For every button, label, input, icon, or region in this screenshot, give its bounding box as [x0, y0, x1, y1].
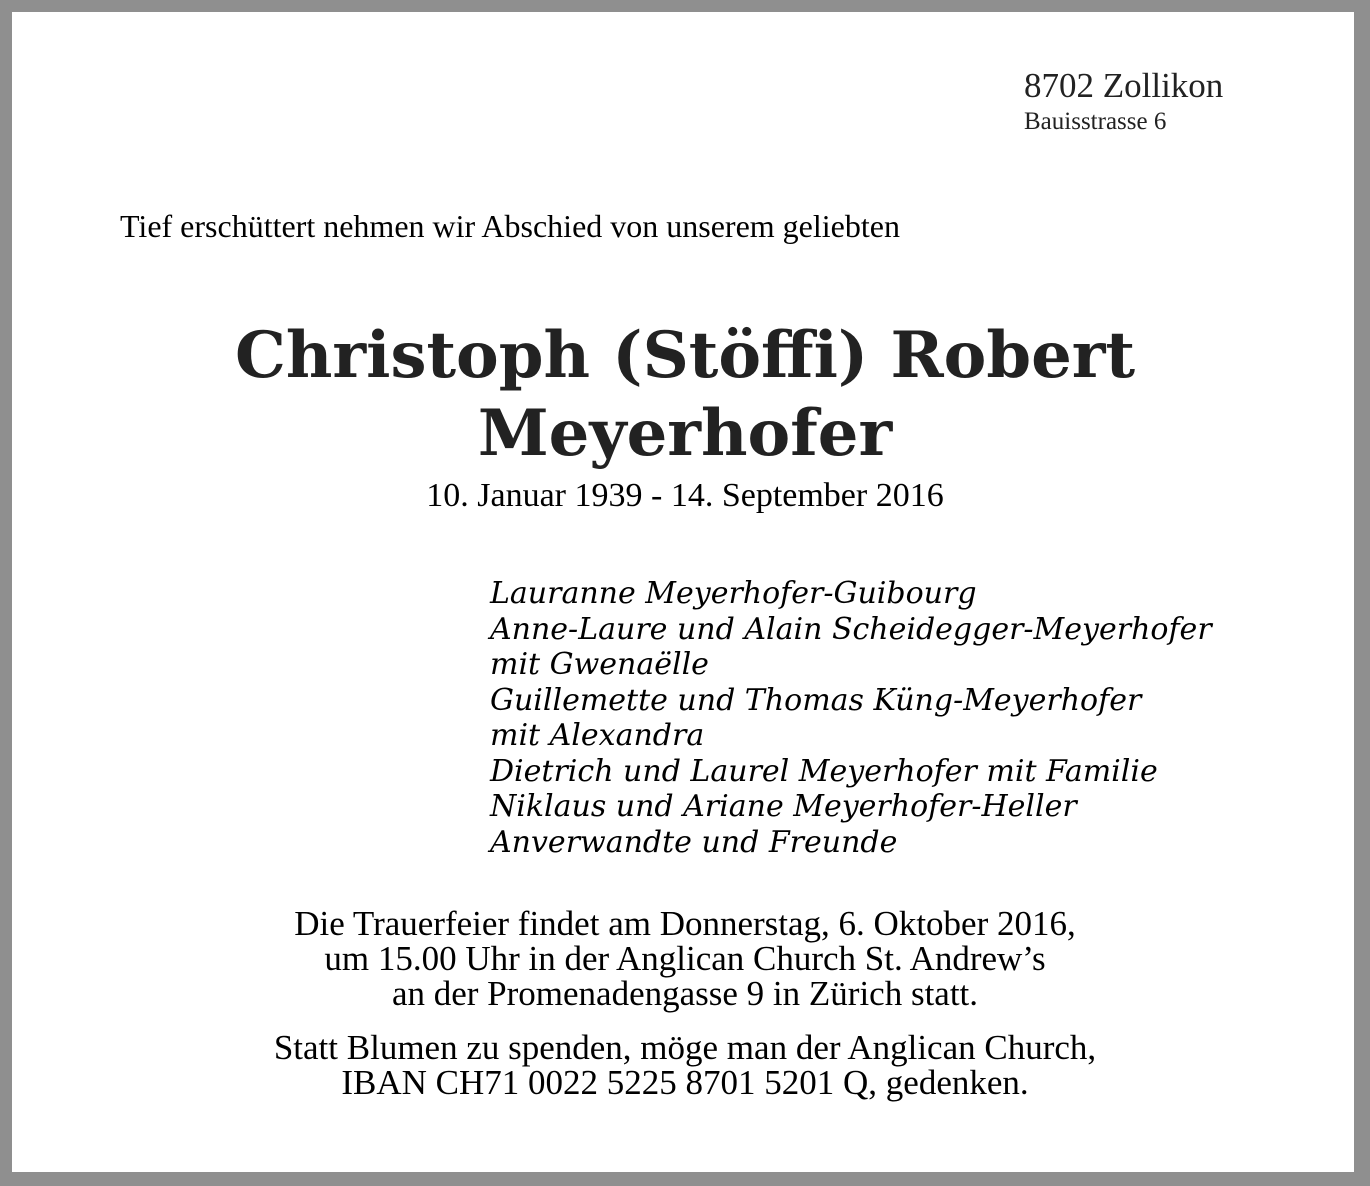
donation-line: IBAN CH71 0022 5225 8701 5201 Q, gedenken.: [341, 1063, 1029, 1102]
list-item: Anne-Laure und Alain Scheidegger-Meyerhofer: [490, 611, 1212, 647]
donation-line: Statt Blumen zu spenden, möge man der Anglican Church,: [273, 1028, 1097, 1067]
donation-info: [0, 1030, 1370, 1100]
list-item: mit Gwenaëlle: [490, 647, 709, 682]
life-dates: 10. Januar 1939 - 14. September 2016: [426, 477, 944, 514]
deceased-name-line1: Christoph (Stöffi) Robert: [234, 318, 1136, 393]
list-item: Lauranne Meyerhofer-Guibourg: [490, 576, 977, 611]
list-item: Niklaus und Ariane Meyerhofer-Heller: [490, 789, 1077, 824]
address-block: [1024, 66, 1223, 138]
address-street: Bauisstrasse 6: [1024, 108, 1167, 135]
address-city: 8702 Zollikon: [1024, 66, 1224, 105]
list-item: Anverwandte und Freunde: [490, 824, 898, 860]
intro-text: Tief erschüttert nehmen wir Abschied von unserem geliebten: [120, 208, 900, 244]
ceremony-line: um 15.00 Uhr in der Anglican Church St. Andrew’s: [324, 939, 1046, 978]
list-item: Dietrich und Laurel Meyerhofer mit Familie: [490, 753, 1158, 789]
list-item: Guillemette und Thomas Küng-Meyerhofer: [490, 682, 1142, 718]
deceased-name-line2: Meyerhofer: [477, 396, 893, 471]
ceremony-line: Die Trauerfeier findet am Donnerstag, 6. Oktober 2016,: [294, 904, 1076, 943]
list-item: mit Alexandra: [490, 718, 705, 753]
ceremony-line: an der Promenadengasse 9 in Zürich statt.: [391, 974, 979, 1013]
mourners-list: [490, 576, 1212, 860]
ceremony-info: [0, 906, 1370, 1011]
